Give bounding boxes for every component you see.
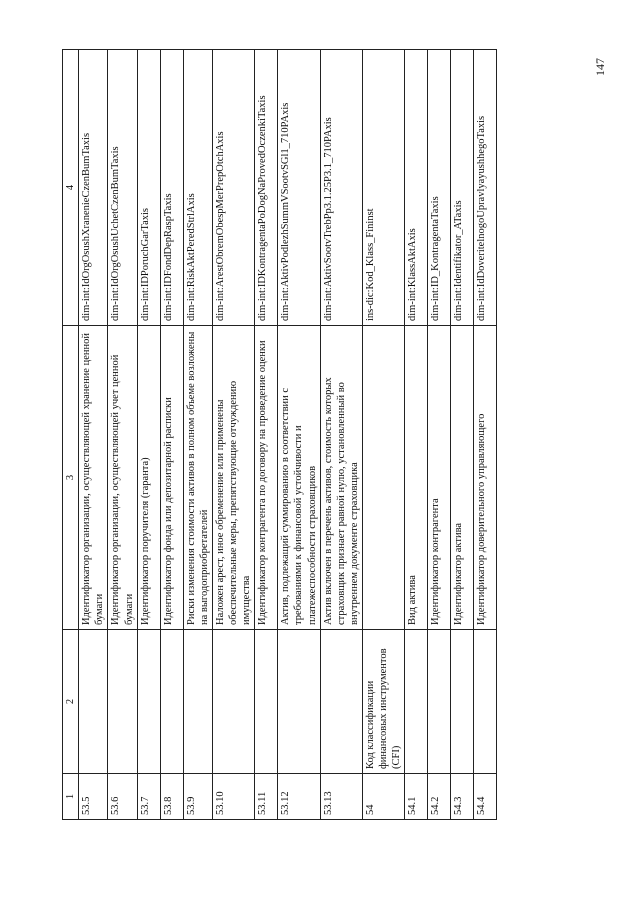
- row-description: Идентификатор фонда или депозитарной расписки: [160, 326, 183, 630]
- row-number: 54.2: [428, 774, 451, 820]
- data-table: [62, 49, 497, 820]
- row-dimension: dim-int:IDFondDepRaspTaxis: [160, 50, 183, 326]
- row-number: 53.10: [212, 774, 254, 820]
- row-dimension: dim-int:AktivSootvTrebPp3.1.25P3.1_710PAxis: [320, 50, 362, 326]
- row-description: Риски изменения стоимости активов в полном объеме возложены на выгодоприобретателей: [183, 326, 212, 630]
- table-row: [183, 50, 212, 820]
- table-row: [320, 50, 362, 820]
- column-header: 4: [63, 50, 79, 326]
- row-number: 54.4: [474, 774, 497, 820]
- rotated-table-container: [62, 50, 562, 820]
- table-row: [451, 50, 474, 820]
- row-number: 53.7: [137, 774, 160, 820]
- row-number: 54.3: [451, 774, 474, 820]
- row-description: Вид актива: [405, 326, 428, 630]
- column-header: 3: [63, 326, 79, 630]
- row-dimension: dim-int:RiskAktPeredStrlAxis: [183, 50, 212, 326]
- row-number: 53.12: [278, 774, 320, 820]
- column-header: 2: [63, 630, 79, 774]
- table-row: [79, 50, 108, 820]
- row-description: Актив, подлежащий суммированию в соответствии с требованиями к финансовой устойчивости и платежеспособности страховщиков: [278, 326, 320, 630]
- row-description: Наложен арест, иное обременение или применены обеспечительные меры, препятствующие отчуждению имущества: [212, 326, 254, 630]
- row-number: 53.6: [108, 774, 137, 820]
- row-code: [405, 630, 428, 774]
- row-dimension: dim-int:ArestObremObespMerPrepOtchAxis: [212, 50, 254, 326]
- table-row: [160, 50, 183, 820]
- table-row: [108, 50, 137, 820]
- row-dimension: dim-int:IDPoruchGarTaxis: [137, 50, 160, 326]
- row-number: 53.13: [320, 774, 362, 820]
- row-description: Идентификатор организации, осуществляющей учет ценной бумаги: [108, 326, 137, 630]
- row-number: 53.11: [255, 774, 278, 820]
- row-description: Идентификатор контрагента по договору на проведение оценки: [255, 326, 278, 630]
- table-row: [474, 50, 497, 820]
- row-description: Актив включен в перечень активов, стоимость которых страховщик признает равной нулю, установленный во внутреннем документе страховщика: [320, 326, 362, 630]
- row-number: 53.9: [183, 774, 212, 820]
- row-dimension: dim-int:AktivPodlezhSummVSootvSGl1_710PAxis: [278, 50, 320, 326]
- row-code: [183, 630, 212, 774]
- row-code: [160, 630, 183, 774]
- row-description: Идентификатор доверительного управляющего: [474, 326, 497, 630]
- row-number: 53.5: [79, 774, 108, 820]
- row-dimension: dim-int:Identifikator_ATaxis: [451, 50, 474, 326]
- header-row: [63, 50, 79, 820]
- row-dimension: ins-dic:Kod_Klass_Fininst: [363, 50, 405, 326]
- row-dimension: dim-int:KlassAktAxis: [405, 50, 428, 326]
- row-description: Идентификатор организации, осуществляющей хранение ценной бумаги: [79, 326, 108, 630]
- row-dimension: dim-int:IdDoveritelnogoUpravlyayushhegoTaxis: [474, 50, 497, 326]
- row-code: [212, 630, 254, 774]
- row-code: [79, 630, 108, 774]
- row-code: [320, 630, 362, 774]
- table-row: [255, 50, 278, 820]
- row-dimension: dim-int:IdOrgOsushXranenieCzenBumTaxis: [79, 50, 108, 326]
- row-code: [278, 630, 320, 774]
- page-number: 147: [593, 58, 607, 76]
- row-code: [428, 630, 451, 774]
- row-dimension: dim-int:IdOrgOsushUchetCzenBumTaxis: [108, 50, 137, 326]
- row-code: [108, 630, 137, 774]
- table-row: [428, 50, 451, 820]
- row-description: Идентификатор поручителя (гаранта): [137, 326, 160, 630]
- row-dimension: dim-int:IDKontragentaPoDogNaProvedOczenkiTaxis: [255, 50, 278, 326]
- table-row: [405, 50, 428, 820]
- table-row: [137, 50, 160, 820]
- row-number: 54.1: [405, 774, 428, 820]
- row-code: [137, 630, 160, 774]
- row-code: Код классификации финансовых инструментов (CFI): [363, 630, 405, 774]
- row-description: Идентификатор контрагента: [428, 326, 451, 630]
- row-description: [363, 326, 405, 630]
- row-code: [474, 630, 497, 774]
- table-row: [212, 50, 254, 820]
- row-code: [451, 630, 474, 774]
- table-row: [363, 50, 405, 820]
- row-number: 54: [363, 774, 405, 820]
- row-number: 53.8: [160, 774, 183, 820]
- column-header: 1: [63, 774, 79, 820]
- row-description: Идентификатор актива: [451, 326, 474, 630]
- row-code: [255, 630, 278, 774]
- table-row: [278, 50, 320, 820]
- row-dimension: dim-int:ID_KontragentaTaxis: [428, 50, 451, 326]
